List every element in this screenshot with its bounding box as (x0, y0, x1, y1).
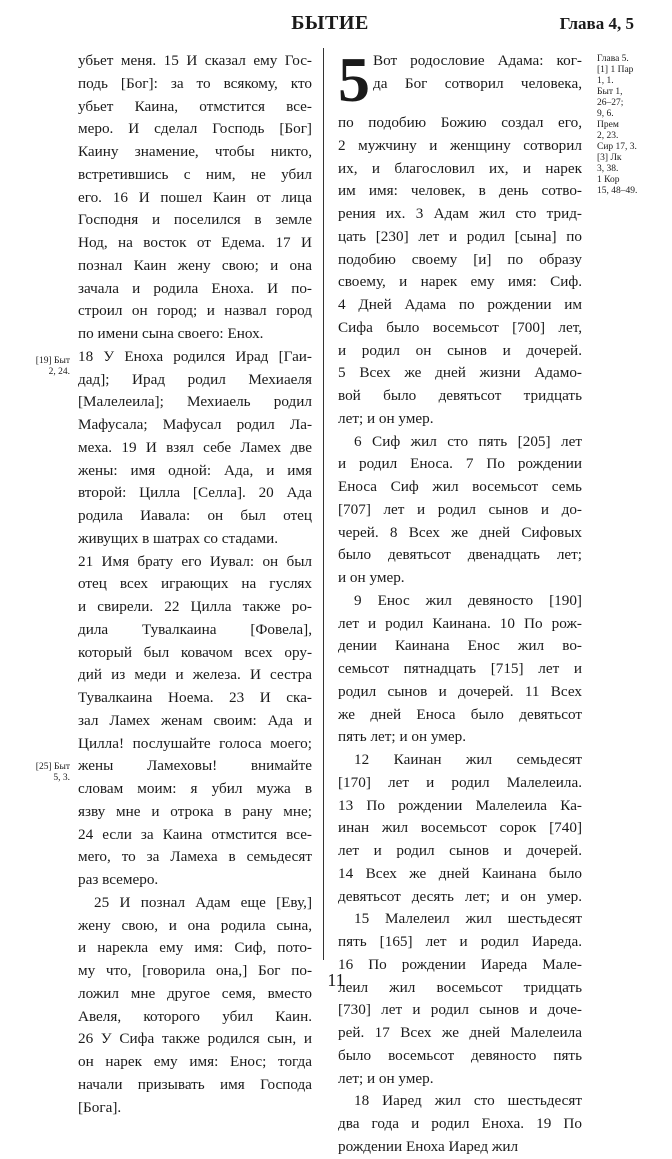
text-line: Мафусала; Мафусал родил Ла- (78, 416, 312, 433)
text-line: Цилла! послушайте голоса моего; (78, 734, 312, 752)
margin-note-ref: 2, 24. (48, 367, 70, 377)
margin-note-ref: 2, 23. (597, 131, 619, 141)
text-line: Сифа было восемьсот [700] лет, (338, 318, 582, 336)
text-line: Вот родословие Адама: ког- (373, 52, 582, 69)
margin-note-ref: [3] Лк (597, 153, 622, 163)
text-line: живущих в шатрах со стадами. (78, 529, 279, 547)
text-line: их, и благословил их, и нарек (338, 159, 582, 177)
text-line: жены: имя одной: Ада, и имя (78, 461, 312, 479)
margin-note-ref: [19] Быт (35, 356, 70, 366)
text-line: лет и родил сынов и дочерей. (338, 842, 582, 859)
right-text-column (338, 44, 582, 1159)
text-line: подобию своему [и] по образу (338, 250, 582, 268)
text-line: отец всех играющих на гуслях (78, 575, 312, 593)
text-line: жену свою, и она родила сына, (78, 916, 312, 934)
chapter-heading: Глава 4, 5 (559, 14, 634, 33)
text-line: и он умер. (338, 569, 405, 586)
text-line: и родил он сынов и дочерей. (338, 341, 582, 359)
text-line: два года и родил Еноха. 19 По (338, 1115, 582, 1132)
text-line: [Малелеила]; Мехиаель родил (78, 393, 312, 411)
text-line: 16 По рождении Иареда Мале- (338, 955, 582, 973)
text-line: второй: Цилла [Селла]. 20 Ада (78, 484, 312, 502)
text-line: рения их. 3 Адам жил сто трид- (338, 205, 582, 222)
text-line: подь [Бог]: за то всякому, кто (78, 74, 312, 92)
text-line: было восемьсот девяносто пять (338, 1046, 582, 1064)
text-line: 6 Сиф жил сто пять [205] лет (354, 432, 582, 450)
text-line: меро. И сделал Господь [Бог] (78, 120, 312, 138)
book-title: БЫТИЕ (291, 12, 369, 34)
text-line: им имя: человек, в день сотво- (338, 182, 582, 200)
margin-note-ref: Прем (597, 120, 619, 130)
text-line: словам моим: я убил мужа в (78, 780, 312, 797)
text-line: девятьсот десять лет; и он умер. (338, 887, 582, 905)
text-line: да Бог сотворил человека, (373, 74, 582, 92)
text-line: дении Каинана Енос жил во- (338, 637, 582, 655)
text-line: цать [230] лет и родил [сына] по (338, 227, 582, 245)
text-line: дила Тувалкаина [Фовела], (78, 620, 312, 638)
text-line: и свирели. 22 Цилла также ро- (78, 598, 312, 615)
text-line: 14 Всех же дней Каинана было (338, 864, 582, 882)
margin-note-ref: 15, 48–49. (597, 186, 638, 196)
text-line: убьет Каина, отмстится все- (78, 97, 312, 115)
margin-note-25 (10, 762, 70, 784)
text-line: 4 Дней Адама по рождении им (338, 296, 582, 313)
text-line: семьсот пятнадцать [715] лет и (338, 660, 582, 677)
text-line: и нарекла ему имя: Сиф, пото- (78, 939, 312, 957)
text-line: и родил Еноса. 7 По рождении (338, 455, 582, 473)
text-line: раз всемеро. (78, 871, 159, 888)
text-line: его. 16 И пошел Каин от лица (78, 188, 312, 206)
margin-note-19 (10, 356, 70, 378)
text-line: черей. 8 Всех же дней Сифовых (338, 523, 582, 541)
text-line: пять лет; и он умер. (338, 728, 467, 746)
margin-note-ref: 5, 3. (53, 773, 70, 783)
margin-note-ref: Глава 5. (597, 54, 629, 64)
text-line: который был ковачом всех ору- (78, 643, 312, 661)
text-line: [170] лет и родил Малелеила. (338, 773, 582, 791)
margin-note-ref: 1 Кор (597, 175, 620, 185)
text-line: родила Иавала: он был отец (78, 507, 312, 524)
text-line: зачала и родила Еноха. И по- (78, 279, 312, 297)
text-line: по имени сына своего: Енох. (78, 325, 264, 342)
text-line: начали призывать имя Господа (78, 1075, 312, 1093)
text-line: же дней Еноса было девятьсот (338, 705, 582, 723)
text-line: по подобию Божию создал его, (338, 114, 582, 131)
text-line: рей. 17 Всех же дней Малелеила (338, 1024, 582, 1041)
text-line: 13 По рождении Малелеила Ка- (338, 796, 582, 814)
text-line: 26 У Сифа также родился сын, и (78, 1030, 312, 1048)
text-line: 15 Малелеил жил шестьдесят (354, 910, 582, 928)
column-divider (323, 48, 324, 960)
text-line: Господня и поселился в земле (78, 211, 312, 229)
text-line: му что, [говорила она,] Бог по- (78, 962, 312, 979)
text-line: леил жил восемьсот тридцать (338, 978, 582, 996)
margin-note-ref: Быт 1, (597, 87, 623, 97)
text-line: своему, и нарек ему имя: Сиф. (338, 273, 582, 291)
text-line: родил сынов и дочерей. 11 Всех (338, 682, 582, 700)
text-line: [707] лет и родил сынов и до- (338, 500, 582, 518)
text-line: 25 И познал Адам еще [Еву,] (94, 893, 312, 911)
margin-note-ref: [1] 1 Пар (597, 65, 634, 75)
text-line: было девятьсот двенадцать лет; (338, 546, 582, 564)
margin-note-ref: 1, 1. (597, 76, 614, 86)
text-line: вой было девятьсот тридцать (338, 387, 582, 404)
text-line: 18 У Еноха родился Ирад [Гаи- (78, 347, 312, 365)
text-line: встретившись с ним, не убил (78, 165, 312, 183)
text-line: 5 Всех же дней жизни Адамо- (338, 364, 582, 382)
text-line: строил он город; и назвал город (78, 302, 312, 320)
text-line: рождении Еноха Иаред жил (338, 1137, 519, 1155)
text-line: мero, то за Ламеха в семьдесят (78, 848, 312, 866)
text-line: зал Ламех женам своим: Ада и (78, 711, 312, 729)
margin-note-ref: [25] Быт (35, 762, 70, 772)
margin-note-ref: 3, 38. (597, 164, 619, 174)
text-line: язву мне и отрока в рану мне; (78, 802, 312, 820)
text-line: жены Ламеховы! внимайте (78, 757, 312, 775)
text-line: 12 Каинан жил семьдесят (354, 751, 582, 768)
page-number: 11 (327, 970, 345, 990)
text-line: 24 если за Каина отмстится все- (78, 825, 312, 843)
text-line: познал Каин жену свою; и она (78, 256, 312, 274)
text-line: меха. 19 И взял себе Ламех две (78, 438, 312, 456)
left-text-column (78, 50, 312, 1119)
text-line: 18 Иаред жил сто шестьдесят (354, 1092, 582, 1110)
text-line: лет; и он умер. (338, 1069, 434, 1087)
margin-notes-right (597, 54, 669, 197)
chapter-dropcap: 5 (338, 44, 370, 115)
text-line: дий из меди и железа. И сестра (78, 666, 312, 684)
text-line: [Бога]. (78, 1098, 122, 1116)
text-line: убьет меня. 15 И сказал ему Гос- (78, 52, 312, 69)
text-line: 9 Енос жил девяносто [190] (354, 591, 582, 609)
text-line: Авеля, которого убил Каин. (78, 1007, 312, 1025)
text-line: 2 мужчину и женщину сотворил (338, 136, 582, 154)
margin-note-ref: Сир 17, 3. (597, 142, 637, 152)
text-line: Тувалкаина Ноема. 23 И ска- (78, 689, 312, 706)
margin-note-ref: 9, 6. (597, 109, 614, 119)
text-line: ложил мне другое семя, вместо (78, 984, 312, 1002)
text-line: Еноса Сиф жил восемьсот семь (338, 478, 582, 495)
text-line: инан жил восемьсот сорок [740] (338, 819, 582, 837)
text-line: [730] лет и родил сынов и доче- (338, 1001, 582, 1019)
text-line: он нарек ему имя: Енос; тогда (78, 1053, 312, 1070)
text-line: дад]; Ирад родил Мехиаеля (78, 370, 312, 388)
text-line: Каину знамение, чтобы никто, (78, 143, 312, 160)
margin-note-ref: 26–27; (597, 98, 624, 108)
text-line: 21 Имя брату его Иувал: он был (78, 552, 312, 570)
text-line: лет и родил Каинана. 10 По рож- (338, 614, 582, 632)
text-line: Нод, на восток от Едема. 17 И (78, 234, 312, 251)
text-line: пять [165] лет и родил Иареда. (338, 933, 582, 950)
text-line: лет; и он умер. (338, 409, 434, 427)
